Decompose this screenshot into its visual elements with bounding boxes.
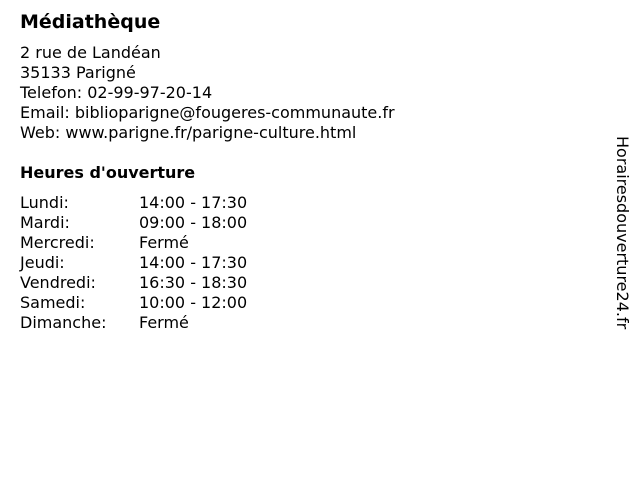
day-label: Mercredi: xyxy=(20,233,95,252)
address-block xyxy=(20,43,395,143)
time-range: 14:00 - 17:30 xyxy=(139,193,248,212)
site-watermark: Horairesdouverture24.fr xyxy=(613,136,632,330)
time-range: Fermé xyxy=(139,313,189,332)
day-label: Vendredi: xyxy=(20,273,96,292)
day-label: Mardi: xyxy=(20,213,70,232)
time-range: 09:00 - 18:00 xyxy=(139,213,248,232)
street-address: 2 rue de Landéan xyxy=(20,43,161,62)
email-address: Email: biblioparigne@fougeres-communaute.fr xyxy=(20,103,395,122)
time-range: 14:00 - 17:30 xyxy=(139,253,248,272)
phone-number: Telefon: 02-99-97-20-14 xyxy=(20,83,213,102)
day-label: Lundi: xyxy=(20,193,69,212)
time-range: Fermé xyxy=(139,233,189,252)
day-label: Jeudi: xyxy=(20,253,65,272)
day-label: Dimanche: xyxy=(20,313,107,332)
opening-hours-heading: Heures d'ouverture xyxy=(20,163,196,182)
postal-city: 35133 Parigné xyxy=(20,63,136,82)
page-title: Médiathèque xyxy=(20,11,161,33)
day-label: Samedi: xyxy=(20,293,86,312)
time-range: 10:00 - 12:00 xyxy=(139,293,248,312)
website: Web: www.parigne.fr/parigne-culture.html xyxy=(20,123,357,142)
time-range: 16:30 - 18:30 xyxy=(139,273,248,292)
